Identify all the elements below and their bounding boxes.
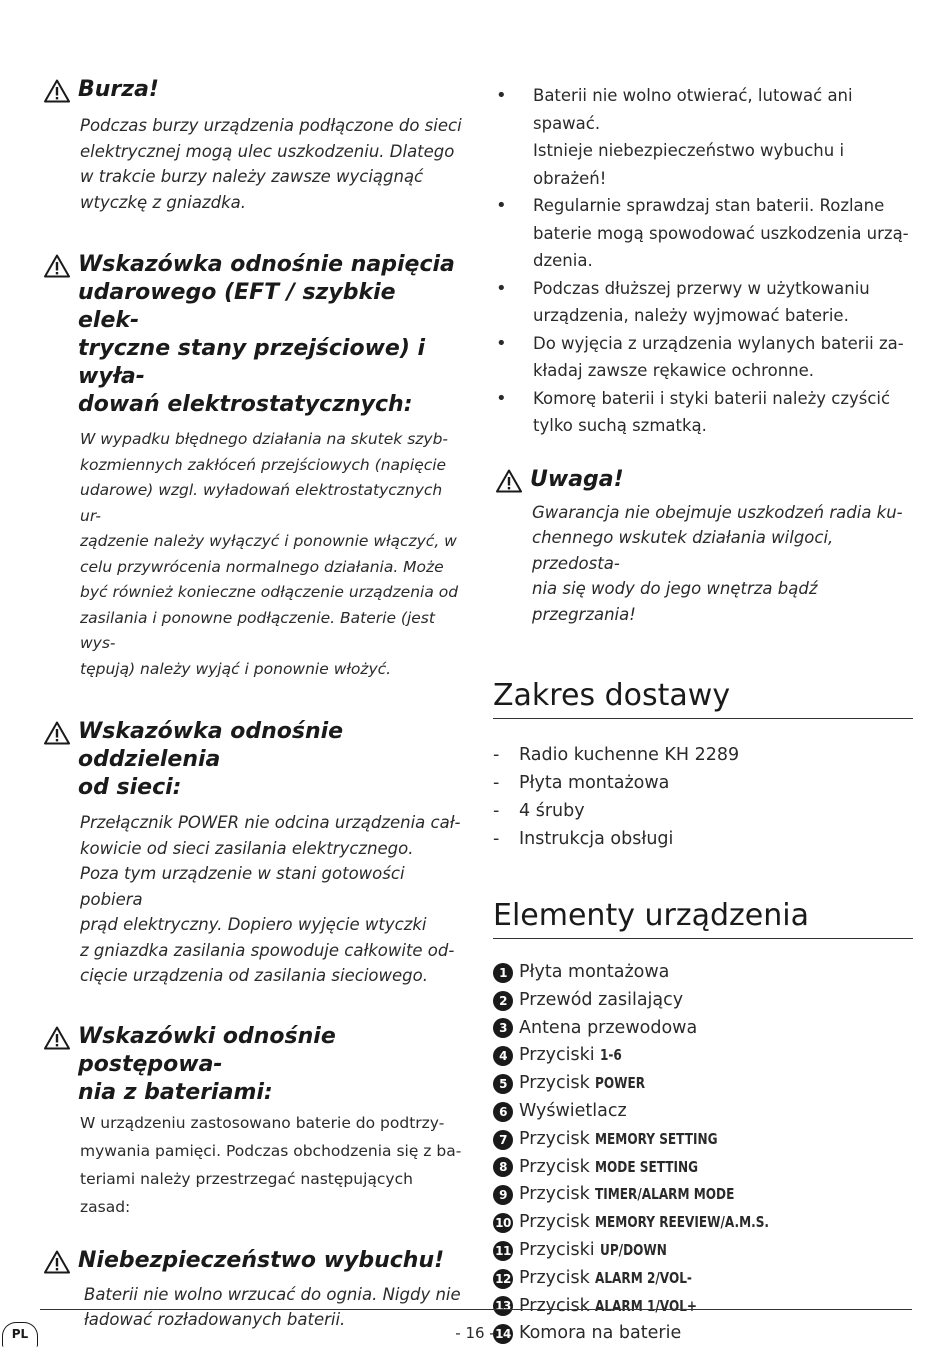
warning-triangle-icon bbox=[44, 79, 70, 103]
item-number: 8 bbox=[493, 1157, 513, 1177]
list-item: 12 Przycisk ALARM 2/VOL- bbox=[493, 1265, 913, 1293]
item-number: 5 bbox=[493, 1074, 513, 1094]
warning-triangle-icon bbox=[44, 254, 70, 278]
list-item: • Podczas dłuższej przerwy w użytkowaniu urządzenia, należy wyjmować baterie. bbox=[496, 277, 870, 325]
item-number: 4 bbox=[493, 1046, 513, 1066]
list-item: 4 Przyciski 1-6 bbox=[493, 1042, 913, 1070]
list-item: 1 Płyta montażowa bbox=[493, 959, 913, 987]
warning-triangle-icon bbox=[496, 469, 522, 493]
list-item: 8 Przycisk MODE SETTING bbox=[493, 1154, 913, 1182]
caution-text: Gwarancja nie obejmuje uszkodzeń radia ku- chennego wskutek działania wilgoci, przedosta- nia się wody do jego wnętrza bądź przegrzania! bbox=[532, 502, 903, 624]
warning-triangle-icon bbox=[44, 1250, 70, 1274]
item-number: 10 bbox=[493, 1213, 513, 1233]
mains-warning bbox=[44, 718, 464, 989]
batteries-text: W urządzeniu zastosowano baterie do podtrzy- mywania pamięci. Podczas obchodzenia się z ba- teriami należy przestrzegać następujących zasad: bbox=[80, 1113, 462, 1216]
mains-title: Wskazówka odnośnie oddzielenia od sieci: bbox=[78, 719, 344, 800]
elements-list bbox=[493, 959, 913, 1348]
eft-text: W wypadku błędnego działania na skutek szyb- kozmiennych zakłóceń przejściowych (napięcie udarowe) wzgl. wyładowań elektrostatycznych ur- ządzenie należy wyłączyć i ponownie włączyć, w celu przywrócenia normalnego działania. Może być również konieczne odłączenie urządzenia od zasilania i ponowne podłączenie. Baterie (jest wys- tępują) należy wyjąć i ponownie włożyć. bbox=[80, 430, 459, 678]
item-number: 3 bbox=[493, 1018, 513, 1038]
batteries-title: Wskazówki odnośnie postępowa- nia z bateriami: bbox=[78, 1023, 336, 1105]
storm-warning bbox=[44, 76, 464, 215]
footer-divider bbox=[40, 1309, 912, 1310]
list-item: 2 Przewód zasilający bbox=[493, 987, 913, 1015]
list-item: 13 Przycisk ALARM 1/VOL+ bbox=[493, 1293, 913, 1321]
page-number: - 16 - bbox=[455, 1324, 495, 1342]
explosion-warning bbox=[44, 1247, 464, 1333]
list-item: 7 Przycisk MEMORY SETTING bbox=[493, 1126, 913, 1154]
list-item: 14 Komora na baterie bbox=[493, 1320, 913, 1348]
explosion-text: Baterii nie wolno wrzucać do ognia. Nigdy nie ładować rozładowanych baterii. bbox=[84, 1284, 461, 1329]
list-item: - 4 śruby bbox=[493, 801, 585, 821]
item-number: 7 bbox=[493, 1130, 513, 1150]
eft-warning bbox=[44, 251, 464, 682]
warning-triangle-icon bbox=[44, 1026, 70, 1050]
caution-warning bbox=[496, 466, 913, 628]
eft-title: Wskazówka odnośnie napięcia udarowego (EFT / szybkie elek- tryczne stany przejściowe) i wyła- dowań elektrostatycznych: bbox=[78, 252, 455, 417]
delivery-list bbox=[493, 741, 913, 853]
batteries-warning bbox=[44, 1023, 464, 1221]
left-column bbox=[44, 76, 464, 1359]
storm-text: Podczas burzy urządzenia podłączone do sieci elektrycznej mogą ulec uszkodzeniu. Dlatego w trakcie burzy należy zawsze wyciągnąć wtyczkę z gniazdka. bbox=[80, 116, 462, 212]
item-number: 2 bbox=[493, 991, 513, 1011]
list-item: • Baterii nie wolno otwierać, lutować ani spawać. Istnieje niebezpieczeństwo wybuchu i obrażeń! bbox=[496, 85, 853, 188]
delivery-heading: Zakres dostawy bbox=[493, 677, 913, 719]
item-number: 1 bbox=[493, 963, 513, 983]
item-number: 14 bbox=[493, 1324, 513, 1344]
battery-rules-list bbox=[493, 82, 913, 440]
list-item: - Radio kuchenne KH 2289 bbox=[493, 745, 740, 765]
caution-title: Uwaga! bbox=[530, 466, 624, 492]
mains-text: Przełącznik POWER nie odcina urządzenia cał- kowicie od sieci zasilania elektrycznego. Poza tym urządzenie w stani gotowości pobiera prąd elektryczny. Dopiero wyjęcie wtyczki z gniazdka zasilania spowoduje całkowite od- cięcie urządzenia od zasilania sieciowego. bbox=[80, 813, 461, 985]
item-number: 13 bbox=[493, 1296, 513, 1316]
list-item: 3 Antena przewodowa bbox=[493, 1015, 913, 1043]
list-item: - Instrukcja obsługi bbox=[493, 829, 674, 849]
list-item: 5 Przycisk POWER bbox=[493, 1070, 913, 1098]
list-item: • Komorę baterii i styki baterii należy czyścić tylko suchą szmatką. bbox=[496, 387, 891, 435]
list-item: • Regularnie sprawdzaj stan baterii. Rozlane baterie mogą spowodować uszkodzenia urzą- dzenia. bbox=[496, 195, 909, 270]
elements-heading: Elementy urządzenia bbox=[493, 897, 913, 939]
list-item: - Płyta montażowa bbox=[493, 773, 670, 793]
list-item: 9 Przycisk TIMER/ALARM MODE bbox=[493, 1181, 913, 1209]
list-item: • Do wyjęcia z urządzenia wylanych baterii za- kładaj zawsze rękawice ochronne. bbox=[496, 332, 904, 380]
item-number: 11 bbox=[493, 1241, 513, 1261]
right-column bbox=[493, 82, 913, 1348]
explosion-title: Niebezpieczeństwo wybuchu! bbox=[78, 1247, 445, 1273]
language-badge: PL bbox=[2, 1322, 38, 1347]
list-item: 6 Wyświetlacz bbox=[493, 1098, 913, 1126]
list-item: 10 Przycisk MEMORY REEVIEW/A.M.S. bbox=[493, 1209, 913, 1237]
list-item: 11 Przyciski UP/DOWN bbox=[493, 1237, 913, 1265]
item-number: 6 bbox=[493, 1102, 513, 1122]
warning-triangle-icon bbox=[44, 721, 70, 745]
item-number: 12 bbox=[493, 1269, 513, 1289]
storm-title: Burza! bbox=[78, 77, 159, 102]
item-number: 9 bbox=[493, 1185, 513, 1205]
